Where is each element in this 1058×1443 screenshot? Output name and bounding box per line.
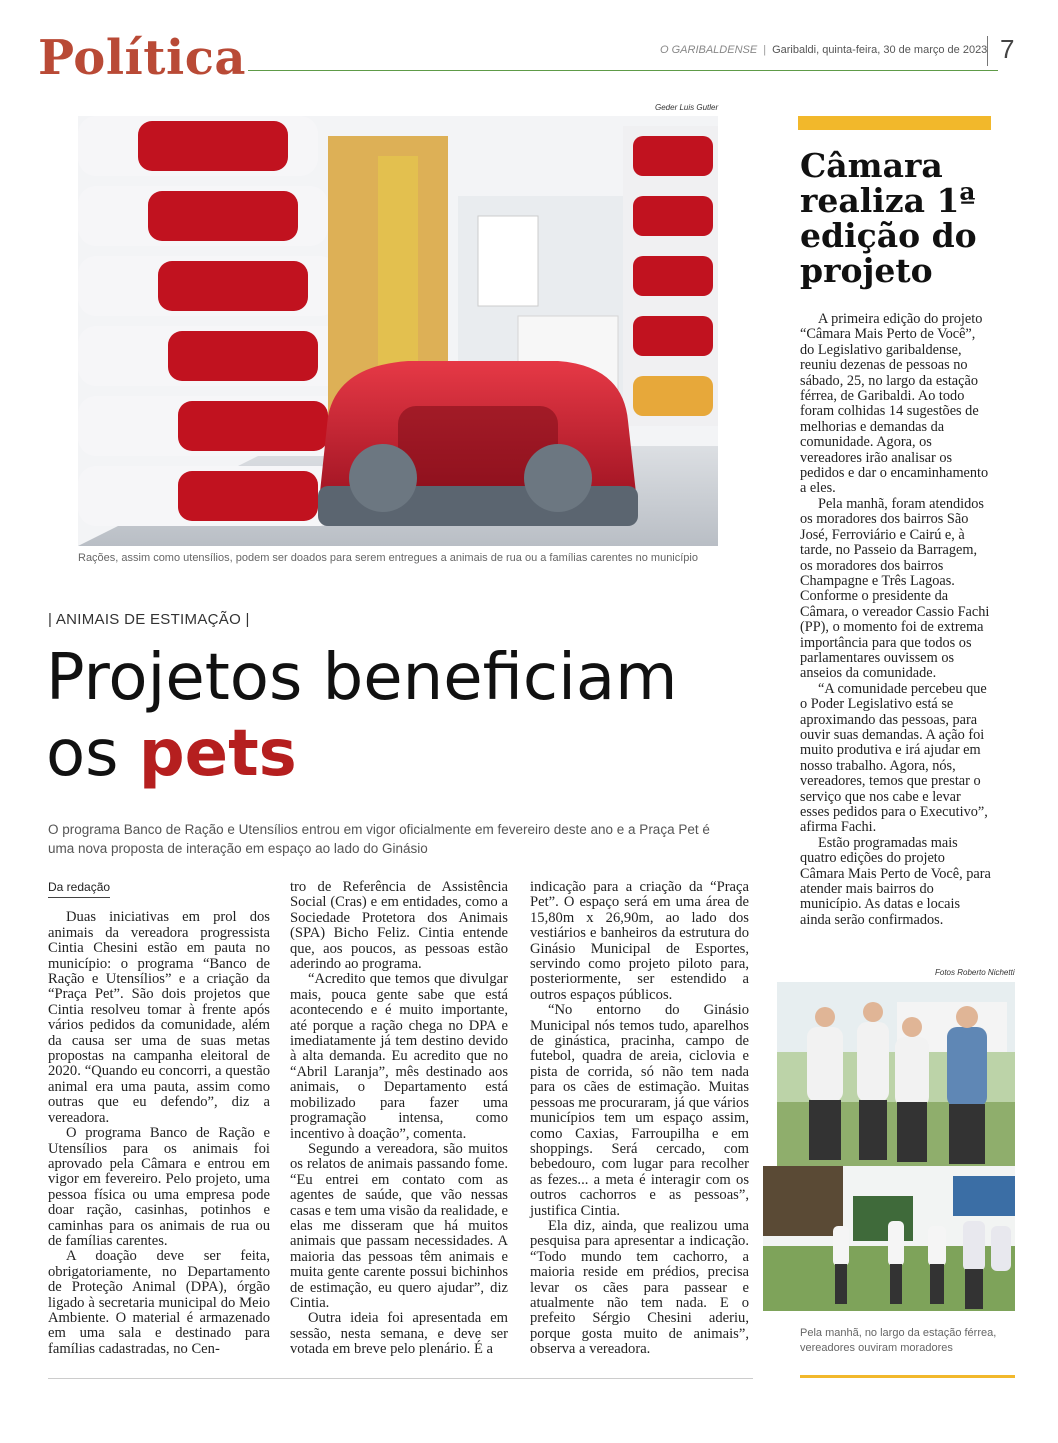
sidebar-photo-caption: Pela manhã, no largo da estação férrea, vereadores ouviram moradores [800, 1327, 997, 1354]
paragraph: Estão programadas mais quatro edições do projeto Câmara Mais Perto de Você, para atender mais bairros do município. As datas e locais ainda serão confirmados. [800, 834, 991, 928]
page-separator [987, 36, 988, 66]
sidebar-photo-2 [763, 1166, 1015, 1311]
article-column-1 [48, 880, 270, 1357]
paragraph: A primeira edição do projeto “Câmara Mais Perto de Você”, do Legislativo garibaldense, reuniu dezenas de pessoas no sábado, 25, no largo da estação férrea, de Garibaldi. Ao todo foram colhidas 14 sugestões de melhorias e demandas da comunidade. Agora, os vereadores irão analisar os pedidos e dar o encaminhamento a eles. [800, 311, 989, 497]
byline: Da redação [48, 880, 270, 898]
header-meta: O GARIBALDENSE | Garibaldi, quinta-feira, 30 de março de 2023 [660, 44, 988, 56]
headline-line-1: Projetos beneficiam [46, 641, 678, 715]
headline-accent: pets [138, 717, 297, 791]
section-title: Política [38, 30, 247, 86]
headline-line-2 [46, 716, 766, 792]
sidebar-photo-credit: Fotos Roberto Nichetti [935, 968, 1015, 977]
sidebar-body [800, 312, 992, 928]
publication-name: O GARIBALDENSE [660, 44, 758, 56]
sidebar-photo-1 [777, 982, 1015, 1166]
footer-rule [48, 1378, 753, 1379]
paragraph: Ela diz, ainda, que realizou uma pesquisa para apresentar a indicação. “Todo mundo tem cachorro, a maioria reside em prédios, precisa levar os cães para passear e atualmente não tem nada. E o prefeito Sérgio Chesini aderiu, porque gosta muito de animais”, observa a vereadora. [530, 1217, 749, 1358]
sidebar-accent-bar [798, 116, 991, 130]
paragraph: Outra ideia foi apresentada em sessão, nesta semana, e deve ser votada em breve pelo plenário. É a [290, 1310, 508, 1358]
footer-accent-bar [800, 1375, 1015, 1378]
main-photo [78, 116, 718, 546]
dateline: Garibaldi, quinta-feira, 30 de março de 2023 [772, 44, 988, 56]
paragraph: tro de Referência de Assistência Social (Cras) e em entidades, como a Sociedade Protetora dos Animais (SPA) Bicho Feliz. Cintia entende que, aos poucos, as pessoas estão aderindo ao programa. [290, 879, 508, 973]
article-subhead: O programa Banco de Ração e Utensílios entrou em vigor oficialmente em fevereiro deste ano e a Praça Pet é uma nova proposta de interação em espaço ao lado do Ginásio [48, 822, 710, 856]
paragraph: Duas iniciativas em prol dos animais da vereadora progressista Cintia Chesini estão em pauta no município: o programa “Banco de Ração e Utensílios” e a criação da “Praça Pet”. São dois projetos que Cintia resolveu tomar à frente após vários pedidos da comunidade, além da causa ser uma de suas metas propostas na campanha eleitoral de 2020. “Quando eu concorri, a questão animal era uma pauta, assim como outras que eu defendo”, diz a vereadora. [48, 909, 270, 1126]
main-photo-credit: Geder Luis Gutler [655, 103, 719, 112]
paragraph: “Acredito que temos que divulgar mais, pouca gente sabe que está acontecendo e é muito importante, até porque a ração chega no DPA e imediatamente já tem destino devido à alta demanda. Eu acredito que no “Abril Laranja”, mês destinado aos animais, o Departamento está mobilizado para fazer uma programação intensa, como incentivo à doação”, comenta. [290, 971, 508, 1142]
sidebar-title: Câmara realiza 1ª edição do projeto [800, 146, 977, 290]
paragraph: O programa Banco de Ração e Utensílios para os animais foi aprovado pela Câmara e entrou em vigor em fevereiro. Pelo projeto, uma pessoa física ou uma empresa pode doar ração, casinhas, potinhos e caminhas para os animais de rua ou de famílias carentes. [48, 1125, 270, 1249]
article-headline [46, 640, 766, 792]
paragraph: Pela manhã, foram atendidos os moradores dos bairros São José, Ferroviário e Cairú e, à tarde, no Passeio da Barragem, os moradores dos bairros Champagne e Três Lagoas. Conforme o presidente da Câmara, o vereador Cassio Fachi (PP), o momento foi de extrema importância para que todos os parlamentares ouvissem os anseios da comunidade. [800, 495, 990, 682]
page-number: 7 [1000, 34, 1015, 64]
paragraph: A doação deve ser feita, obrigatoriamente, no Departamento de Proteção Animal (DPA), órgão ligado à secretaria municipal do Meio Ambiente. O material é armazenado em uma sala e destinado para famílias cadastradas, no Cen- [48, 1248, 270, 1357]
paragraph: “A comunidade percebeu que o Poder Legislativo está se aproximando das pessoas, para ouvir suas demandas. A ação foi muito produtiva e irá ajudar em nosso trabalho. Agora, nós, vereadores, temos que prestar o serviço que nos cabe e levar esses pedidos para o Executivo”, afirma Fachi. [800, 680, 988, 836]
pet-carrier [318, 361, 638, 526]
article-kicker: | ANIMAIS DE ESTIMAÇÃO | [48, 611, 250, 628]
paragraph: indicação para a criação da “Praça Pet”. O espaço será em uma área de 15,80m x 26,90m, ao lado dos vestiários e banheiros da estrutura do Ginásio Municipal de Esportes, servindo como projeto piloto para, posteriormente, ser estendido a outros espaços públicos. [530, 879, 749, 1003]
article-column-2 [290, 880, 508, 1358]
headline-prefix: os [46, 717, 139, 791]
paragraph: Segundo a vereadora, são muitos os relatos de animais passando fome. “Eu entrei em contato com as agentes de saúde, que vão nessas casas e tem uma visão da realidade, e elas me disseram que há muitos animais que passam necessidades. A maioria das pessoas têm animais e muita gente carente possui bichinhos de estimação, eu quero ajudar”, diz Cintia. [290, 1140, 508, 1311]
food-bag-stack-right [623, 126, 718, 426]
article-column-3 [530, 880, 749, 1358]
main-photo-caption: Rações, assim como utensílios, podem ser doados para serem entregues a animais de rua ou a famílias carentes no município [78, 552, 698, 564]
paragraph: “No entorno do Ginásio Municipal nós temos tudo, aparelhos de ginástica, pracinha, campo de futebol, quadra de areia, ciclovia e pista de corrida, só não tem nada para os cães de estimação. Muitas pessoas me procuraram, já que vários municípios tem um espaço assim, como Caxias, Farroupilha e em shoppings. Será cercado, com bebedouro, com lugar para recolher as fezes... a meta é interagir com os outros cachorros e as pessoas”, justifica Cintia. [530, 1002, 749, 1219]
header-rule [248, 70, 998, 71]
